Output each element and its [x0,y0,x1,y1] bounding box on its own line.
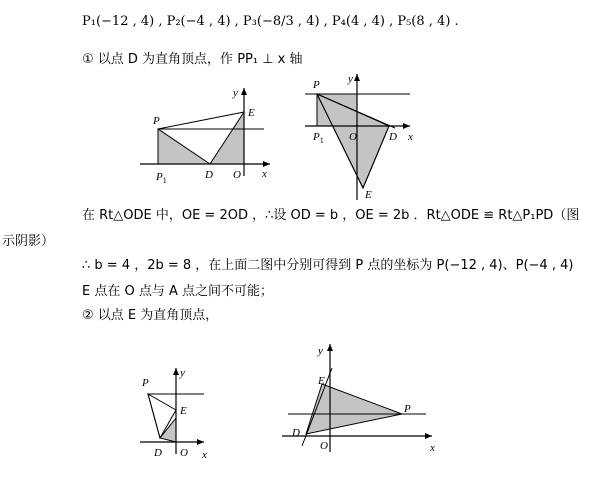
y-axis-arrow [327,344,333,351]
shaded-triangle-left [158,129,210,164]
shaded-triangle-right [210,112,244,164]
label-E: E [318,375,325,387]
label-O: O [320,440,328,452]
label-y: y [318,345,323,357]
y-axis-arrow [173,368,179,375]
x-axis-arrow [263,161,270,167]
label-E: E [180,405,187,417]
label-O: O [180,447,188,459]
label-P: P [313,79,320,91]
shaded-triangle [306,384,402,434]
x-axis-arrow [403,123,410,129]
label-x: x [408,131,413,143]
label-O: O [233,169,241,181]
label-y: y [348,73,353,85]
label-D: D [205,169,213,181]
label-D: D [292,427,300,439]
y-axis-arrow [354,74,360,81]
segment-PE [158,112,244,129]
label-x: x [202,449,207,461]
label-O: O [349,131,357,143]
reasoning-line-1: 在 Rt△ODE 中，OE = 2OD ，∴设 OD = b ，OE = 2b ．Rt△ODE ≌ Rt△P₁PD（图 [82,208,580,223]
label-P: P [404,403,411,415]
label-E: E [248,107,255,119]
label-E: E [365,189,372,201]
note-line: E 点在 O 点与 A 点之间不可能； [82,284,274,299]
figure-3 [140,364,220,464]
case-2-heading: ② 以点 E 为直角顶点， [82,308,219,323]
figure-1 [140,84,290,184]
x-axis-arrow [197,439,204,445]
label-D: D [389,131,397,143]
label-P: P [142,377,149,389]
y-axis-arrow [241,88,247,95]
label-P: P [153,115,160,127]
figure-4 [282,342,442,460]
x-axis-arrow [425,433,432,439]
label-P1: $P_1$ [313,131,324,145]
label-y: y [233,87,238,99]
reasoning-line-2: 示阴影） [2,234,55,249]
case-1-heading: ① 以点 D 为直角顶点，作 PP₁ ⊥ x 轴 [82,52,303,67]
label-D: D [154,447,162,459]
label-P1: $P_1$ [156,171,167,185]
result-line: ∴ b = 4 ，2b = 8 ，在上面二图中分别可得到 P 点的坐标为 P(−12 , 4)、P(−4 , 4) [82,258,574,273]
coordinates-line: P₁(−12 , 4) , P₂(−4 , 4) , P₃(−8/3 , 4) , P₄(4 , 4) , P₅(8 , 4) . [82,14,459,29]
label-x: x [430,442,435,454]
label-y: y [180,367,185,379]
figure-2 [305,72,435,204]
label-x: x [262,168,267,180]
